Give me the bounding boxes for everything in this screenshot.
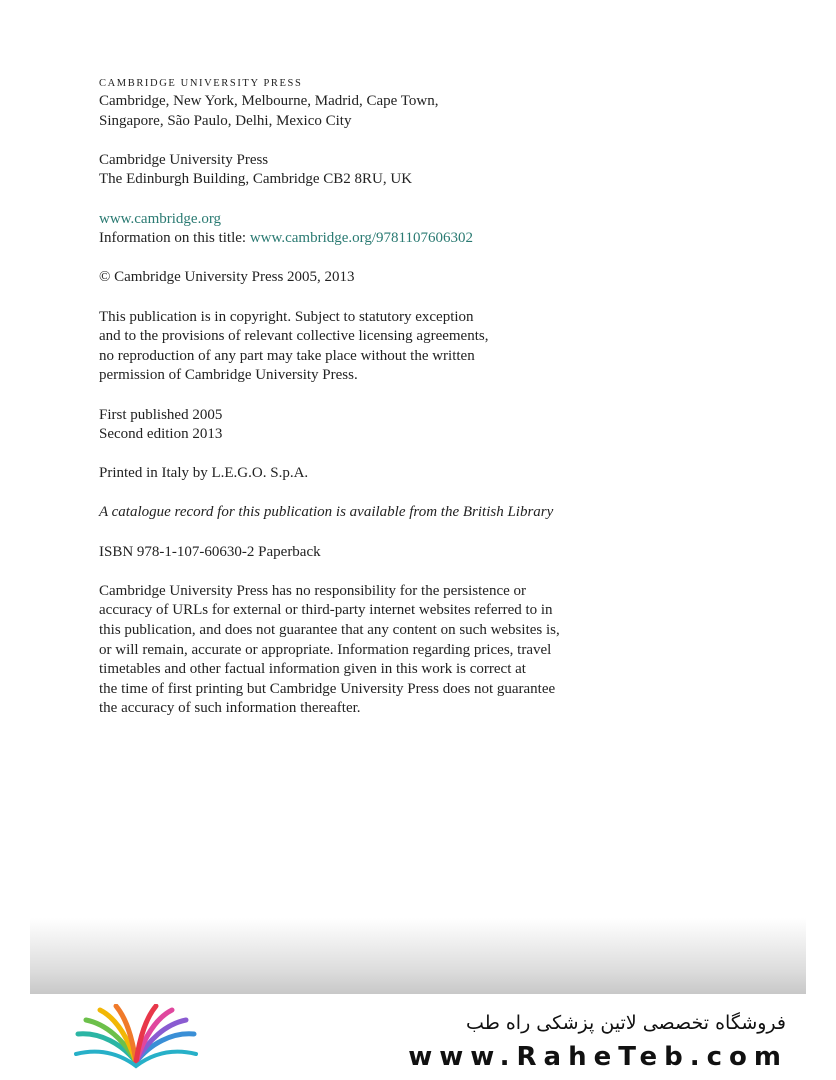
second-edition: Second edition 2013 [99,426,223,443]
copyright-page [99,76,659,739]
disclaimer-line-4: or will remain, accurate or appropriate. Information regarding prices, travel [99,641,552,658]
publisher-block [99,76,659,131]
rights-line-4: permission of Cambridge University Press. [99,367,358,384]
address-line-2: The Edinburgh Building, Cambridge CB2 8RU, UK [99,171,413,188]
address-block [99,151,659,190]
publisher-heading: CAMBRIDGE UNIVERSITY PRESS [99,78,303,89]
copyright-block [99,268,659,288]
open-book-logo-icon [70,1004,202,1070]
title-info-label: Information on this title: [99,230,250,247]
disclaimer-line-6: the time of first printing but Cambridge University Press does not guarantee [99,680,556,697]
rights-line-2: and to the provisions of relevant collective licensing agreements, [99,328,489,345]
footer-store-title: فروشگاه تخصصی لاتین پزشکی راه طب [466,1012,786,1034]
title-info-link[interactable]: www.cambridge.org/9781107606302 [249,230,473,247]
disclaimer-line-7: the accuracy of such information thereafter. [99,700,361,717]
catalogue-block [99,503,659,523]
rights-line-3: no reproduction of any part may take place without the written [99,347,475,364]
website-link[interactable]: www.cambridge.org [99,210,222,227]
watermark-footer [0,994,836,1080]
rights-line-1: This publication is in copyright. Subject to statutory exception [99,308,474,325]
disclaimer-line-2: accuracy of URLs for external or third-party internet websites referred to in [99,602,553,619]
address-line-1: Cambridge University Press [99,151,269,168]
disclaimer-line-3: this publication, and does not guarantee that any content on such websites is, [99,622,560,639]
isbn: ISBN 978-1-107-60630-2 Paperback [99,543,321,560]
page-shadow [30,918,806,994]
rights-block [99,308,659,386]
copyright-notice: © Cambridge University Press 2005, 2013 [99,269,355,286]
first-edition: First published 2005 [99,406,223,423]
disclaimer-block [99,582,659,719]
publisher-cities-line-2: Singapore, São Paulo, Delhi, Mexico City [99,112,352,129]
publisher-cities-line-1: Cambridge, New York, Melbourne, Madrid, Cape Town, [99,93,439,109]
printer-block [99,464,659,484]
web-block [99,210,659,249]
footer-store-url[interactable]: www.RaheTeb.com [408,1042,788,1072]
isbn-block [99,543,659,563]
printer-info: Printed in Italy by L.E.G.O. S.p.A. [99,465,309,482]
catalogue-record: A catalogue record for this publication is available from the British Library [99,504,554,521]
disclaimer-line-5: timetables and other factual information given in this work is correct at [99,661,526,678]
editions-block [99,406,659,445]
disclaimer-line-1: Cambridge University Press has no responsibility for the persistence or [99,582,527,599]
